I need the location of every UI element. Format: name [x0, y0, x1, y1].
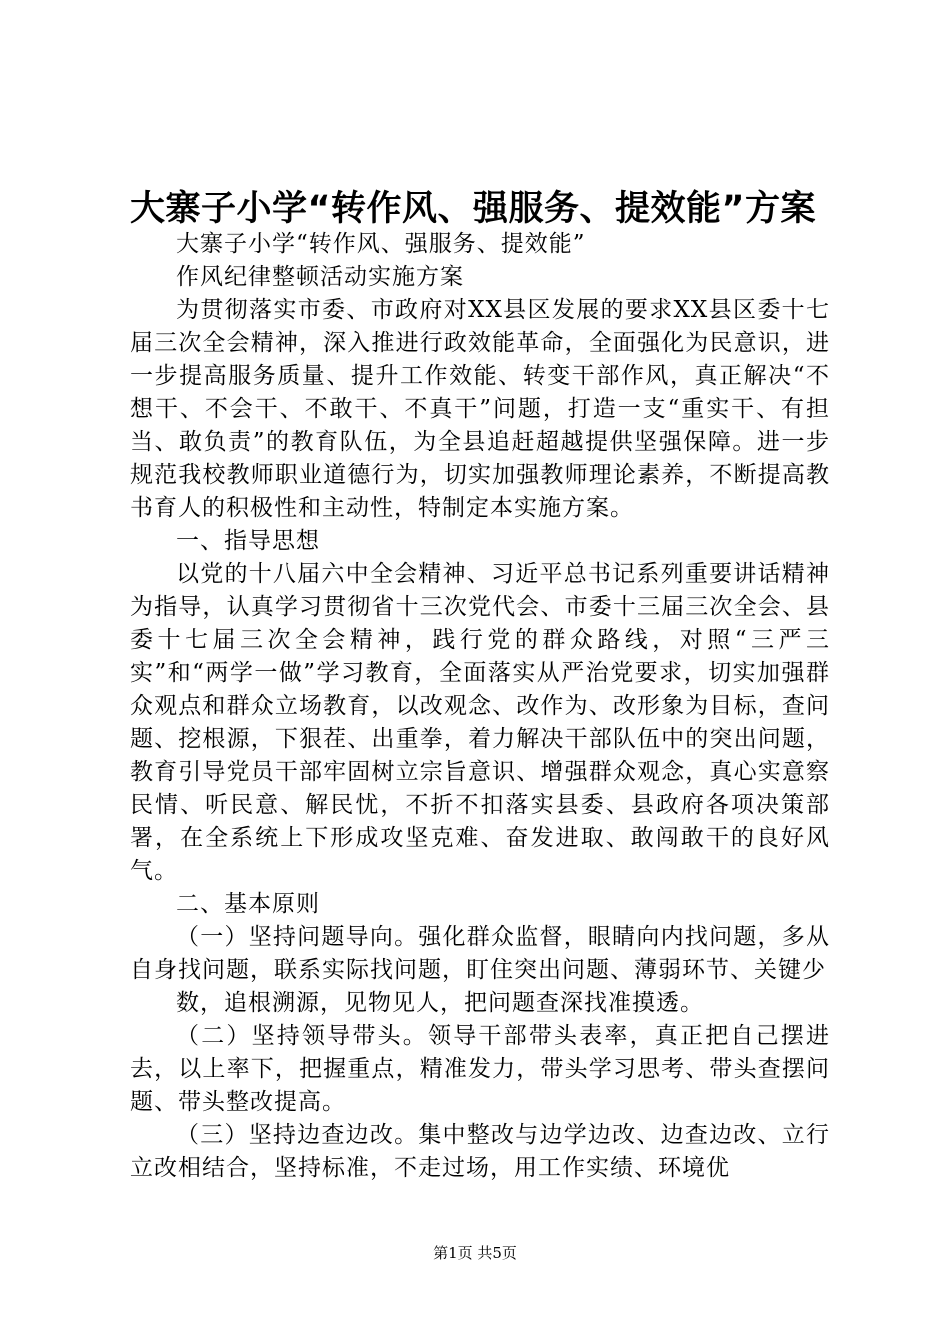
- page-footer: 第1页 共5页: [433, 1244, 517, 1262]
- principle-1-continuation: 数，追根溯源，见物见人，把问题查深找准摸透。: [176, 990, 704, 1016]
- principle-1-paragraph: （一）坚持问题导向。强化群众监督，眼睛向内找问题，多从自身找问题，联系实际找问题，盯住突出问题、薄弱环节、关键少: [130, 924, 830, 983]
- section-heading-basic-principles: 二、基本原则: [176, 891, 320, 917]
- section-heading-guiding-ideology: 一、指导思想: [176, 528, 320, 554]
- document-body: [130, 228, 830, 1185]
- intro-paragraph: 为贯彻落实市委、市政府对XX县区发展的要求XX县区委十七届三次全会精神，深入推进行政效能革命，全面强化为民意识，进一步提高服务质量、提升工作效能、转变干部作风，真正解决“不想干、不会干、不敢干、不真干”问题，打造一支“重实干、有担当、敢负责”的教育队伍，为全县追赶超越提供坚强保障。进一步规范我校教师职业道德行为，切实加强教师理论素养，不断提高教书育人的积极性和主动性，特制定本实施方案。: [130, 297, 830, 521]
- subtitle-line-1: 大寨子小学“转作风、强服务、提效能”: [176, 231, 586, 257]
- subtitle-line-2: 作风纪律整顿活动实施方案: [176, 264, 464, 290]
- document-title: 大寨子小学“转作风、强服务、提效能”方案: [130, 189, 817, 229]
- guiding-ideology-paragraph: 以党的十八届六中全会精神、习近平总书记系列重要讲话精神为指导，认真学习贯彻省十三次党代会、市委十三届三次全会、县委十七届三次全会精神，践行党的群众路线，对照“三严三实”和“两学一做”学习教育，全面落实从严治党要求，切实加强群众观点和群众立场教育，以改观念、改作为、改形象为目标，查问题、挖根源，下狠茬、出重拳，着力解决干部队伍中的突出问题，教育引导党员干部牢固树立宗旨意识、增强群众观念，真心实意察民情、听民意、解民忧，不折不扣落实县委、县政府各项决策部署，在全系统上下形成攻坚克难、奋发进取、敢闯敢干的良好风气。: [130, 561, 830, 884]
- principle-3-paragraph: （三）坚持边查边改。集中整改与边学边改、边查边改、立行立改相结合，坚持标准，不走过场，用工作实绩、环境优: [130, 1122, 830, 1181]
- principle-2-paragraph: （二）坚持领导带头。领导干部带头表率，真正把自己摆进去，以上率下，把握重点，精准发力，带头学习思考、带头查摆问题、带头整改提高。: [130, 1023, 830, 1115]
